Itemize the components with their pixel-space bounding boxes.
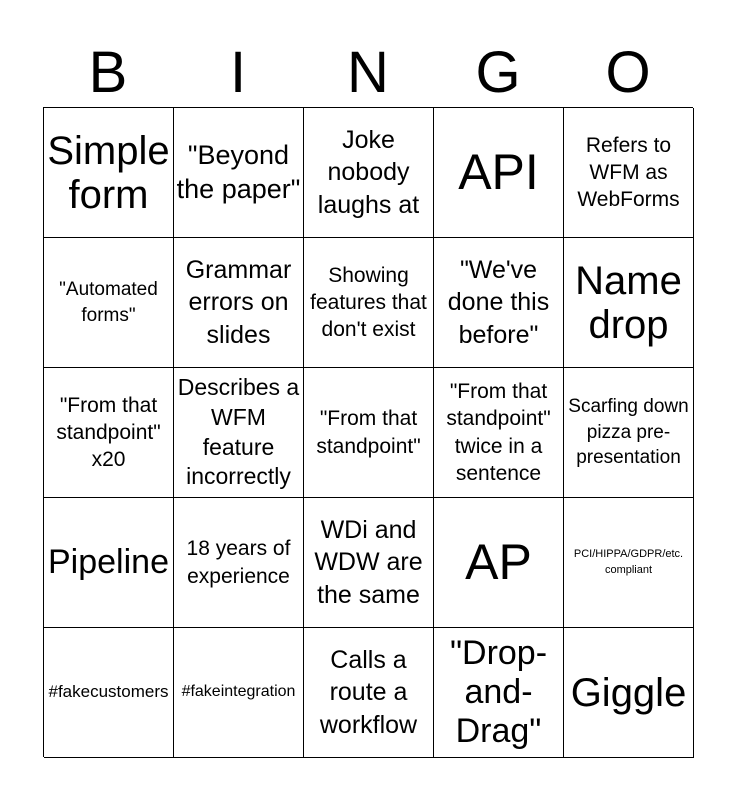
header-letter-b: B bbox=[88, 40, 128, 105]
bingo-cell[interactable]: Simple form bbox=[44, 108, 174, 238]
bingo-cell[interactable]: Scarfing down pizza pre-presentation bbox=[564, 368, 694, 498]
bingo-cell[interactable]: 18 years of experience bbox=[174, 498, 304, 628]
bingo-cell[interactable]: "Drop-and-Drag" bbox=[434, 628, 564, 758]
bingo-cell[interactable]: "From that standpoint" twice in a sentence bbox=[434, 368, 564, 498]
bingo-board bbox=[43, 107, 693, 757]
bingo-cell[interactable]: Refers to WFM as WebForms bbox=[564, 108, 694, 238]
bingo-cell[interactable]: "Automated forms" bbox=[44, 238, 174, 368]
bingo-cell[interactable]: Pipeline bbox=[44, 498, 174, 628]
bingo-cell[interactable]: Showing features that don't exist bbox=[304, 238, 434, 368]
header-letter-i: I bbox=[229, 40, 247, 105]
bingo-cell[interactable]: "From that standpoint" bbox=[304, 368, 434, 498]
header-letter-o: O bbox=[605, 40, 651, 105]
bingo-cell[interactable]: #fakeintegration bbox=[174, 628, 304, 758]
bingo-cell[interactable]: "Beyond the paper" bbox=[174, 108, 304, 238]
bingo-cell[interactable]: AP bbox=[434, 498, 564, 628]
bingo-header bbox=[43, 40, 693, 106]
header-letter-g: G bbox=[475, 40, 521, 105]
bingo-cell[interactable]: Joke nobody laughs at bbox=[304, 108, 434, 238]
bingo-cell[interactable]: API bbox=[434, 108, 564, 238]
bingo-cell[interactable]: Calls a route a workflow bbox=[304, 628, 434, 758]
bingo-cell[interactable]: "We've done this before" bbox=[434, 238, 564, 368]
bingo-cell[interactable]: Giggle bbox=[564, 628, 694, 758]
bingo-cell[interactable]: WDi and WDW are the same bbox=[304, 498, 434, 628]
bingo-cell[interactable]: #fakecustomers bbox=[44, 628, 174, 758]
bingo-cell[interactable]: "From that standpoint" x20 bbox=[44, 368, 174, 498]
bingo-cell[interactable]: Name drop bbox=[564, 238, 694, 368]
bingo-cell[interactable]: PCI/HIPPA/GDPR/etc. compliant bbox=[564, 498, 694, 628]
header-letter-n: N bbox=[347, 40, 389, 105]
bingo-cell[interactable]: Describes a WFM feature incorrectly bbox=[174, 368, 304, 498]
bingo-cell[interactable]: Grammar errors on slides bbox=[174, 238, 304, 368]
